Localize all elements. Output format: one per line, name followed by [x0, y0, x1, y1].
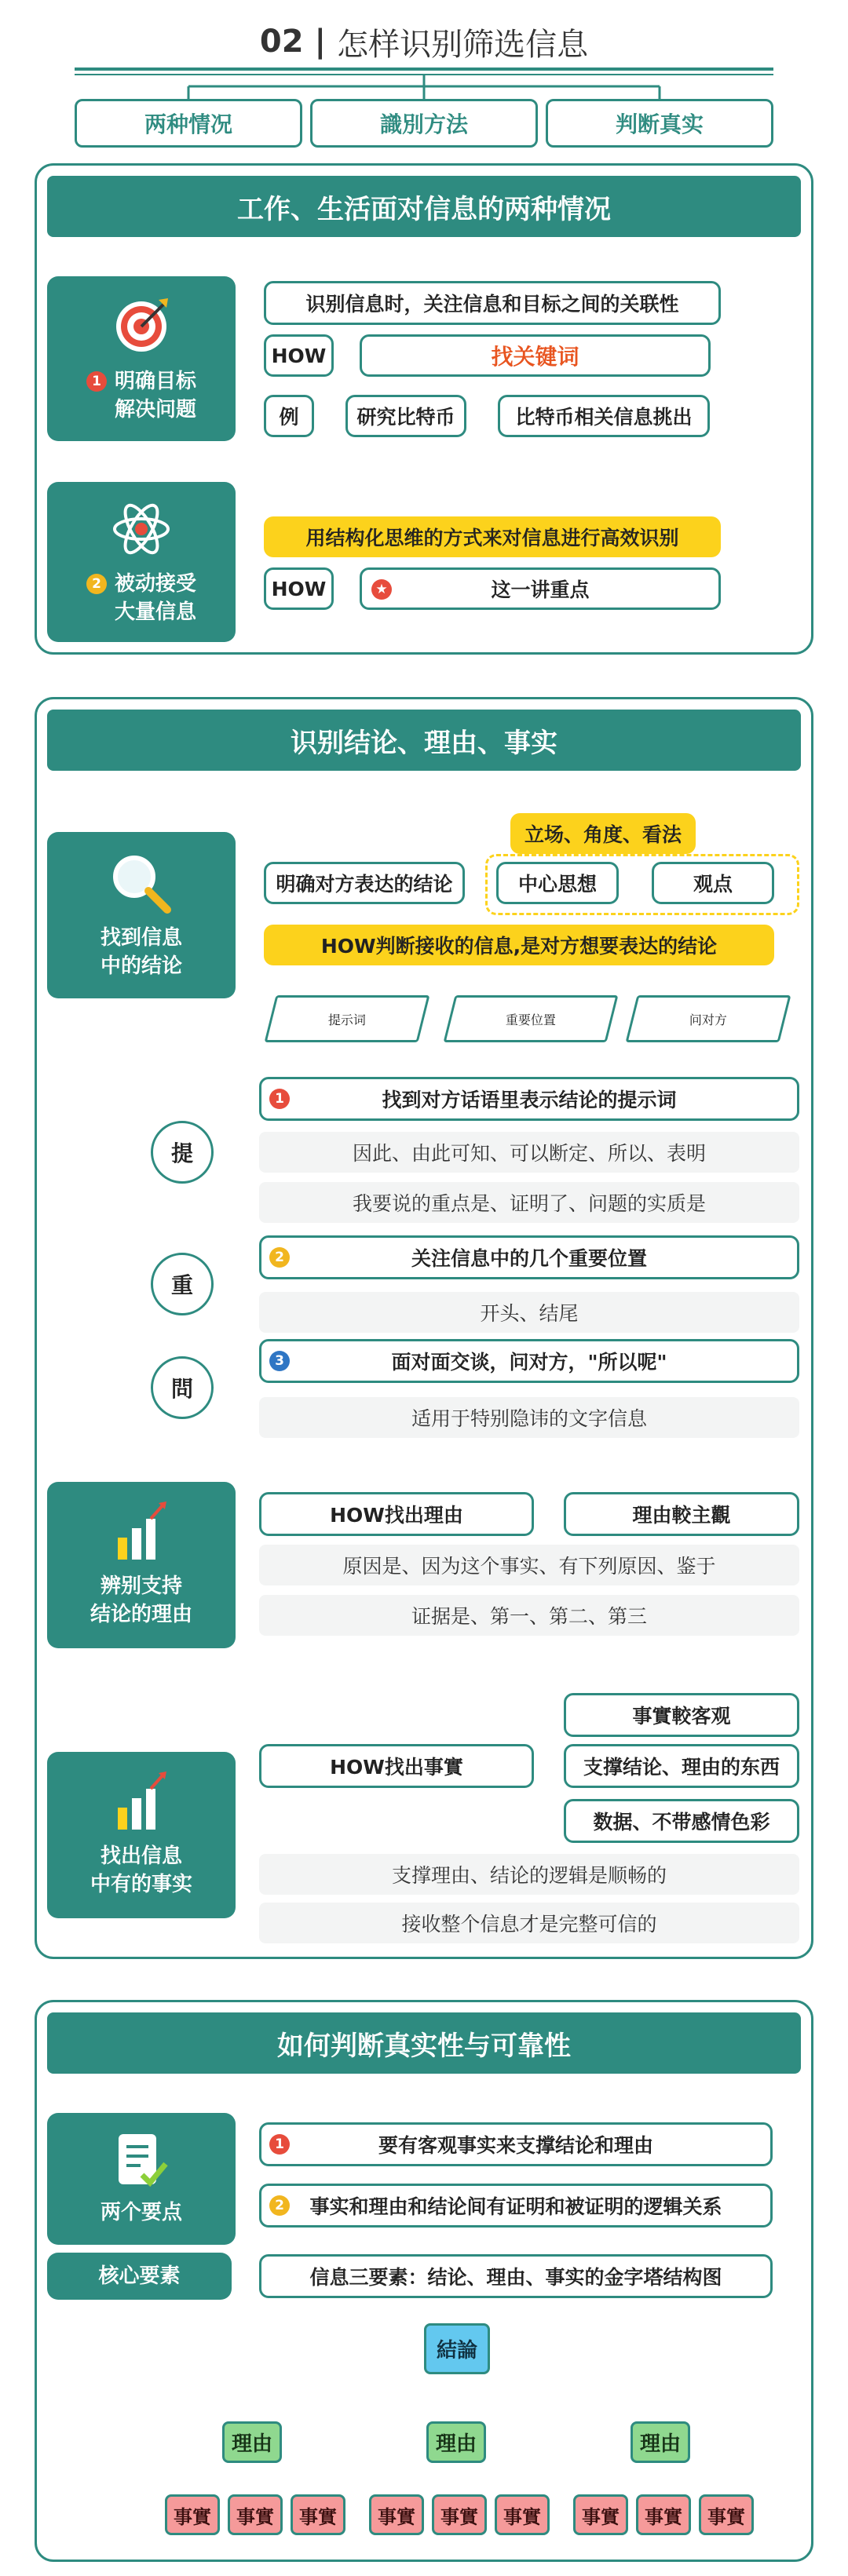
wen-header-text: 面对面交谈，问对方，"所以呢" — [391, 1351, 667, 1374]
method-ask-other — [626, 995, 791, 1042]
number-badge-wen: 3 — [269, 1351, 290, 1371]
identify-conclusion-box: 明确对方表达的结论 — [264, 862, 465, 904]
ti-header-text: 找到对方话语里表示结论的提示词 — [382, 1089, 677, 1111]
how-label-1: HOW — [264, 334, 334, 377]
fact-row-2: 接收整个信息才是完整可信的 — [259, 1903, 799, 1943]
fact-objective: 事實較客观 — [564, 1693, 799, 1737]
how-judge-bar: HOW判断接收的信息,是对方想要表达的结论 — [264, 925, 774, 965]
tree-reason-3: 理由 — [631, 2421, 690, 2463]
card-find-conclusion — [47, 832, 236, 998]
two-points-label: 两个要点 — [100, 2201, 182, 2224]
how-find-reason: HOW找出理由 — [259, 1492, 534, 1536]
circle-zhong: 重 — [151, 1253, 214, 1315]
title-separator: | — [314, 24, 327, 60]
fact-row-1: 支撑理由、结论的逻辑是顺畅的 — [259, 1854, 799, 1895]
section1-banner: 工作、生活面对信息的两种情况 — [47, 176, 801, 237]
card-clear-goal — [47, 276, 236, 441]
card-find-fact — [47, 1752, 236, 1918]
magnifier-icon — [108, 850, 175, 918]
tree-reason-1: 理由 — [222, 2421, 282, 2463]
card-identify-reason — [47, 1482, 236, 1648]
zhong-header-text: 关注信息中的几个重要位置 — [411, 1247, 647, 1270]
method-important-position-label: 重要位置 — [505, 1012, 556, 1027]
fact-label-line1: 找出信息 — [100, 1844, 182, 1868]
fact-data: 数据、不带感情色彩 — [564, 1799, 799, 1843]
reason-subjective: 理由較主觀 — [564, 1492, 799, 1536]
number-badge-zhong: 2 — [269, 1247, 290, 1268]
number-badge-ti: 1 — [269, 1089, 290, 1109]
reason-row-2: 证据是、第一、第二、第三 — [259, 1595, 799, 1636]
method-hint-words-label: 提示词 — [327, 1012, 366, 1027]
relevance-note: 识别信息时，关注信息和目标之间的关联性 — [264, 281, 721, 325]
example-bitcoin-research: 研究比特币 — [345, 395, 466, 437]
atom-icon — [110, 498, 173, 560]
number-badge-2: 2 — [86, 574, 107, 594]
tree-fact-7: 事實 — [573, 2494, 628, 2535]
reason-label-line1: 辨别支持 — [100, 1574, 182, 1598]
circle-wen: 問 — [151, 1356, 214, 1419]
tree-reason-2: 理由 — [426, 2421, 486, 2463]
conclusion-label-line1: 找到信息 — [100, 926, 182, 950]
tab-judge-truth[interactable]: 判断真实 — [546, 99, 773, 148]
how-label-2: HOW — [264, 567, 334, 610]
tree-fact-4: 事實 — [369, 2494, 424, 2535]
tree-fact-9: 事實 — [699, 2494, 754, 2535]
point-1 — [259, 2122, 773, 2166]
card-passive-info — [47, 482, 236, 642]
star-icon: ★ — [371, 579, 392, 600]
bar-chart-icon — [110, 1501, 173, 1564]
card1-label-line1: 明确目标 — [114, 370, 196, 393]
checklist-icon — [114, 2131, 169, 2191]
wen-row-1: 适用于特别隐讳的文字信息 — [259, 1397, 799, 1438]
tab-identify-methods[interactable]: 識別方法 — [310, 99, 538, 148]
fact-support: 支撑结论、理由的东西 — [564, 1744, 799, 1788]
point-2 — [259, 2184, 773, 2228]
reason-row-1: 原因是、因为这个事实、有下列原因、鉴于 — [259, 1545, 799, 1585]
zhong-row-1: 开头、结尾 — [259, 1292, 799, 1333]
ti-row-2: 我要说的重点是、证明了、问题的实质是 — [259, 1182, 799, 1223]
card1-label-line2: 解决问题 — [114, 398, 196, 421]
method-hint-words — [265, 995, 430, 1042]
target-icon — [110, 294, 173, 356]
tree-fact-6: 事實 — [495, 2494, 550, 2535]
tree-fact-5: 事實 — [432, 2494, 487, 2535]
ti-row-1: 因此、由此可知、可以断定、所以、表明 — [259, 1132, 799, 1173]
structured-thinking-bar: 用结构化思维的方式来对信息进行高效识别 — [264, 516, 721, 557]
number-badge-point1: 1 — [269, 2134, 290, 2155]
focus-text: 这一讲重点 — [491, 578, 590, 601]
method-important-position — [444, 995, 619, 1042]
ti-header — [259, 1077, 799, 1121]
core-elements-label: 核心要素 — [47, 2253, 232, 2300]
tab-two-situations[interactable]: 两种情况 — [75, 99, 302, 148]
wen-header — [259, 1339, 799, 1383]
fact-label-line2: 中有的事实 — [90, 1873, 192, 1896]
tree-fact-2: 事實 — [228, 2494, 283, 2535]
example-label: 例 — [264, 395, 314, 437]
card2-label-line1: 被动接受 — [114, 572, 196, 596]
point-2-text: 事实和理由和结论间有证明和被证明的逻辑关系 — [309, 2195, 722, 2218]
method-ask-other-label: 问对方 — [689, 1012, 727, 1027]
core-elements-text: 信息三要素：结论、理由、事实的金字塔结构图 — [259, 2254, 773, 2298]
how-find-fact: HOW找出事實 — [259, 1744, 534, 1788]
focus-box — [360, 567, 721, 610]
number-badge-1: 1 — [86, 371, 107, 392]
tree-fact-1: 事實 — [165, 2494, 220, 2535]
stance-label: 立场、角度、看法 — [510, 813, 696, 854]
section2-banner: 识别结论、理由、事实 — [47, 710, 801, 771]
tree-fact-8: 事實 — [636, 2494, 691, 2535]
number-badge-point2: 2 — [269, 2195, 290, 2216]
keyword-box: 找关键词 — [360, 334, 711, 377]
title-text: 怎样识别筛选信息 — [337, 26, 589, 63]
circle-ti: 提 — [151, 1121, 214, 1184]
card-two-points — [47, 2113, 236, 2245]
reason-label-line2: 结论的理由 — [90, 1603, 192, 1626]
central-idea-box: 中心思想 — [496, 862, 619, 904]
section3-banner: 如何判断真实性与可靠性 — [47, 2012, 801, 2074]
zhong-header — [259, 1235, 799, 1279]
conclusion-label-line2: 中的结论 — [100, 954, 182, 978]
title-number: 02 — [259, 24, 304, 60]
viewpoint-box: 观点 — [652, 862, 774, 904]
tree-conclusion: 結論 — [424, 2323, 490, 2374]
card2-label-line2: 大量信息 — [114, 600, 196, 624]
bar-chart-icon — [110, 1771, 173, 1834]
point-1-text: 要有客观事实来支撑结论和理由 — [378, 2134, 653, 2157]
example-bitcoin-info: 比特币相关信息挑出 — [498, 395, 710, 437]
tree-fact-3: 事實 — [291, 2494, 345, 2535]
